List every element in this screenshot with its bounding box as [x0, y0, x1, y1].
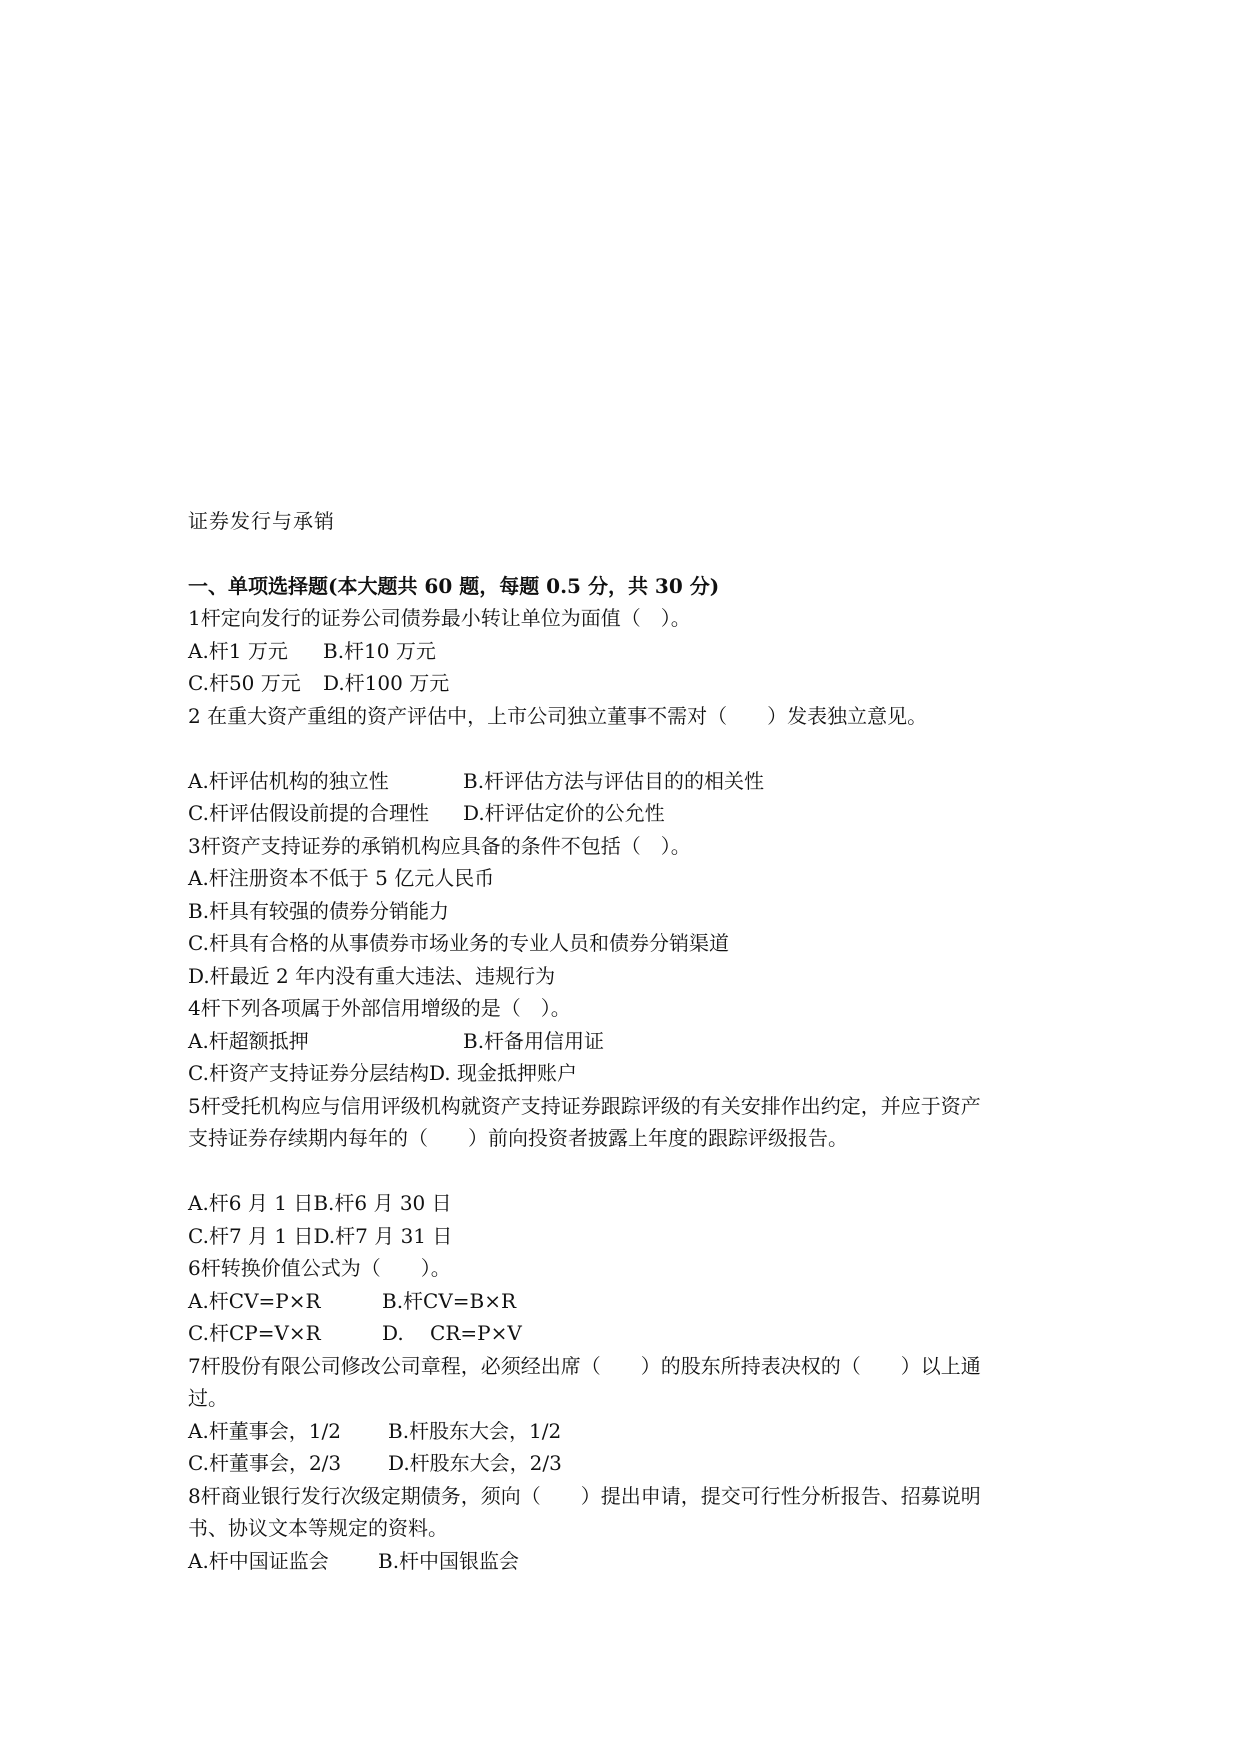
option-c: C.杆7 月 1 日: [188, 1223, 314, 1248]
question-stem: 3杆资产支持证券的承销机构应具备的条件不包括（ ）。: [188, 833, 691, 858]
option-row: [188, 1317, 1068, 1350]
option-b: B.杆中国银监会: [378, 1548, 520, 1573]
document-page: [188, 0, 1068, 1754]
option-a: A.杆评估机构的独立性: [188, 768, 389, 793]
option-a: A.杆董事会，1/2: [188, 1418, 341, 1443]
option-row: [188, 1187, 1068, 1220]
option-row: [188, 765, 1068, 798]
option-row: [188, 635, 1068, 668]
option-b: B.杆评估方法与评估目的的相关性: [463, 768, 765, 793]
option-b: B.杆10 万元: [323, 638, 436, 663]
option-c: C.杆50 万元: [188, 671, 301, 695]
option-b: B.杆6 月 30 日: [313, 1191, 452, 1215]
blank-line: [188, 1155, 1068, 1188]
option-row: [188, 1545, 1068, 1578]
option-d: D.杆7 月 31 日: [313, 1223, 453, 1248]
option-d: D.杆最近 2 年内没有重大违法、违规行为: [188, 963, 556, 988]
question-stem-line-2: 支持证券存续期内每年的（ ）前向投资者披露上年度的跟踪评级报告。: [188, 1126, 848, 1150]
option-row: [188, 667, 1068, 700]
section-heading: 一、单项选择题(本大题共 60 题，每题 0.5 分，共 30 分): [188, 574, 720, 598]
question-stem-line-1: 7杆股份有限公司修改公司章程，必须经出席（ ）的股东所持表决权的（ ）以上通: [188, 1353, 981, 1378]
option-row: [188, 1220, 1068, 1253]
question-stem: 4杆下列各项属于外部信用增级的是（ ）。: [188, 996, 571, 1020]
option-a: A.杆1 万元: [188, 638, 288, 663]
question-stem-line-1: 5杆受托机构应与信用评级机构就资产支持证券跟踪评级的有关安排作出约定，并应于资产: [188, 1093, 981, 1118]
question-stem-line-1: 8杆商业银行发行次级定期债务，须向（ ）提出申请，提交可行性分析报告、招募说明: [188, 1483, 981, 1508]
option-d: D.杆股东大会，2/3: [388, 1451, 562, 1475]
option-b: B.杆备用信用证: [463, 1028, 605, 1053]
document-title: 证券发行与承销: [188, 509, 335, 533]
option-d: D.杆评估定价的公允性: [463, 801, 665, 825]
option-c: C.杆评估假设前提的合理性: [188, 801, 429, 825]
option-b: B.杆股东大会，1/2: [388, 1418, 562, 1443]
option-row: [188, 797, 1068, 830]
question-stem-line-2: 过。: [188, 1386, 228, 1410]
option-c: C.杆具有合格的从事债券市场业务的专业人员和债券分销渠道: [188, 931, 729, 955]
option-a: A.杆注册资本不低于 5 亿元人民币: [188, 866, 495, 890]
option-d: D. 现金抵押账户: [428, 1061, 577, 1085]
option-d: D.杆100 万元: [323, 671, 450, 695]
option-a: A.杆超额抵押: [188, 1028, 309, 1053]
option-c: C.杆董事会，2/3: [188, 1451, 342, 1475]
question-stem: 6杆转换价值公式为（ ）。: [188, 1256, 451, 1280]
option-d: D. CR=P×V: [382, 1321, 522, 1345]
option-b: B.杆CV=B×R: [382, 1288, 517, 1313]
question-stem: 1杆定向发行的证券公司债券最小转让单位为面值（ ）。: [188, 606, 691, 630]
question-section: [188, 570, 1068, 1577]
option-c: C.杆CP=V×R: [188, 1321, 321, 1345]
option-b: B.杆具有较强的债券分销能力: [188, 898, 450, 923]
option-row: [188, 1285, 1068, 1318]
option-c: C.杆资产支持证券分层结构: [188, 1061, 429, 1085]
option-a: A.杆中国证监会: [188, 1548, 329, 1573]
blank-line: [188, 732, 1068, 765]
option-row: [188, 1415, 1068, 1448]
question-stem: 2 在重大资产重组的资产评估中，上市公司独立董事不需对（ ）发表独立意见。: [188, 703, 928, 728]
question-stem-line-2: 书、协议文本等规定的资料。: [188, 1516, 448, 1540]
option-row: [188, 1057, 1068, 1090]
option-row: [188, 1025, 1068, 1058]
option-a: A.杆CV=P×R: [188, 1288, 321, 1313]
option-row: [188, 1447, 1068, 1480]
option-a: A.杆6 月 1 日: [188, 1191, 314, 1215]
